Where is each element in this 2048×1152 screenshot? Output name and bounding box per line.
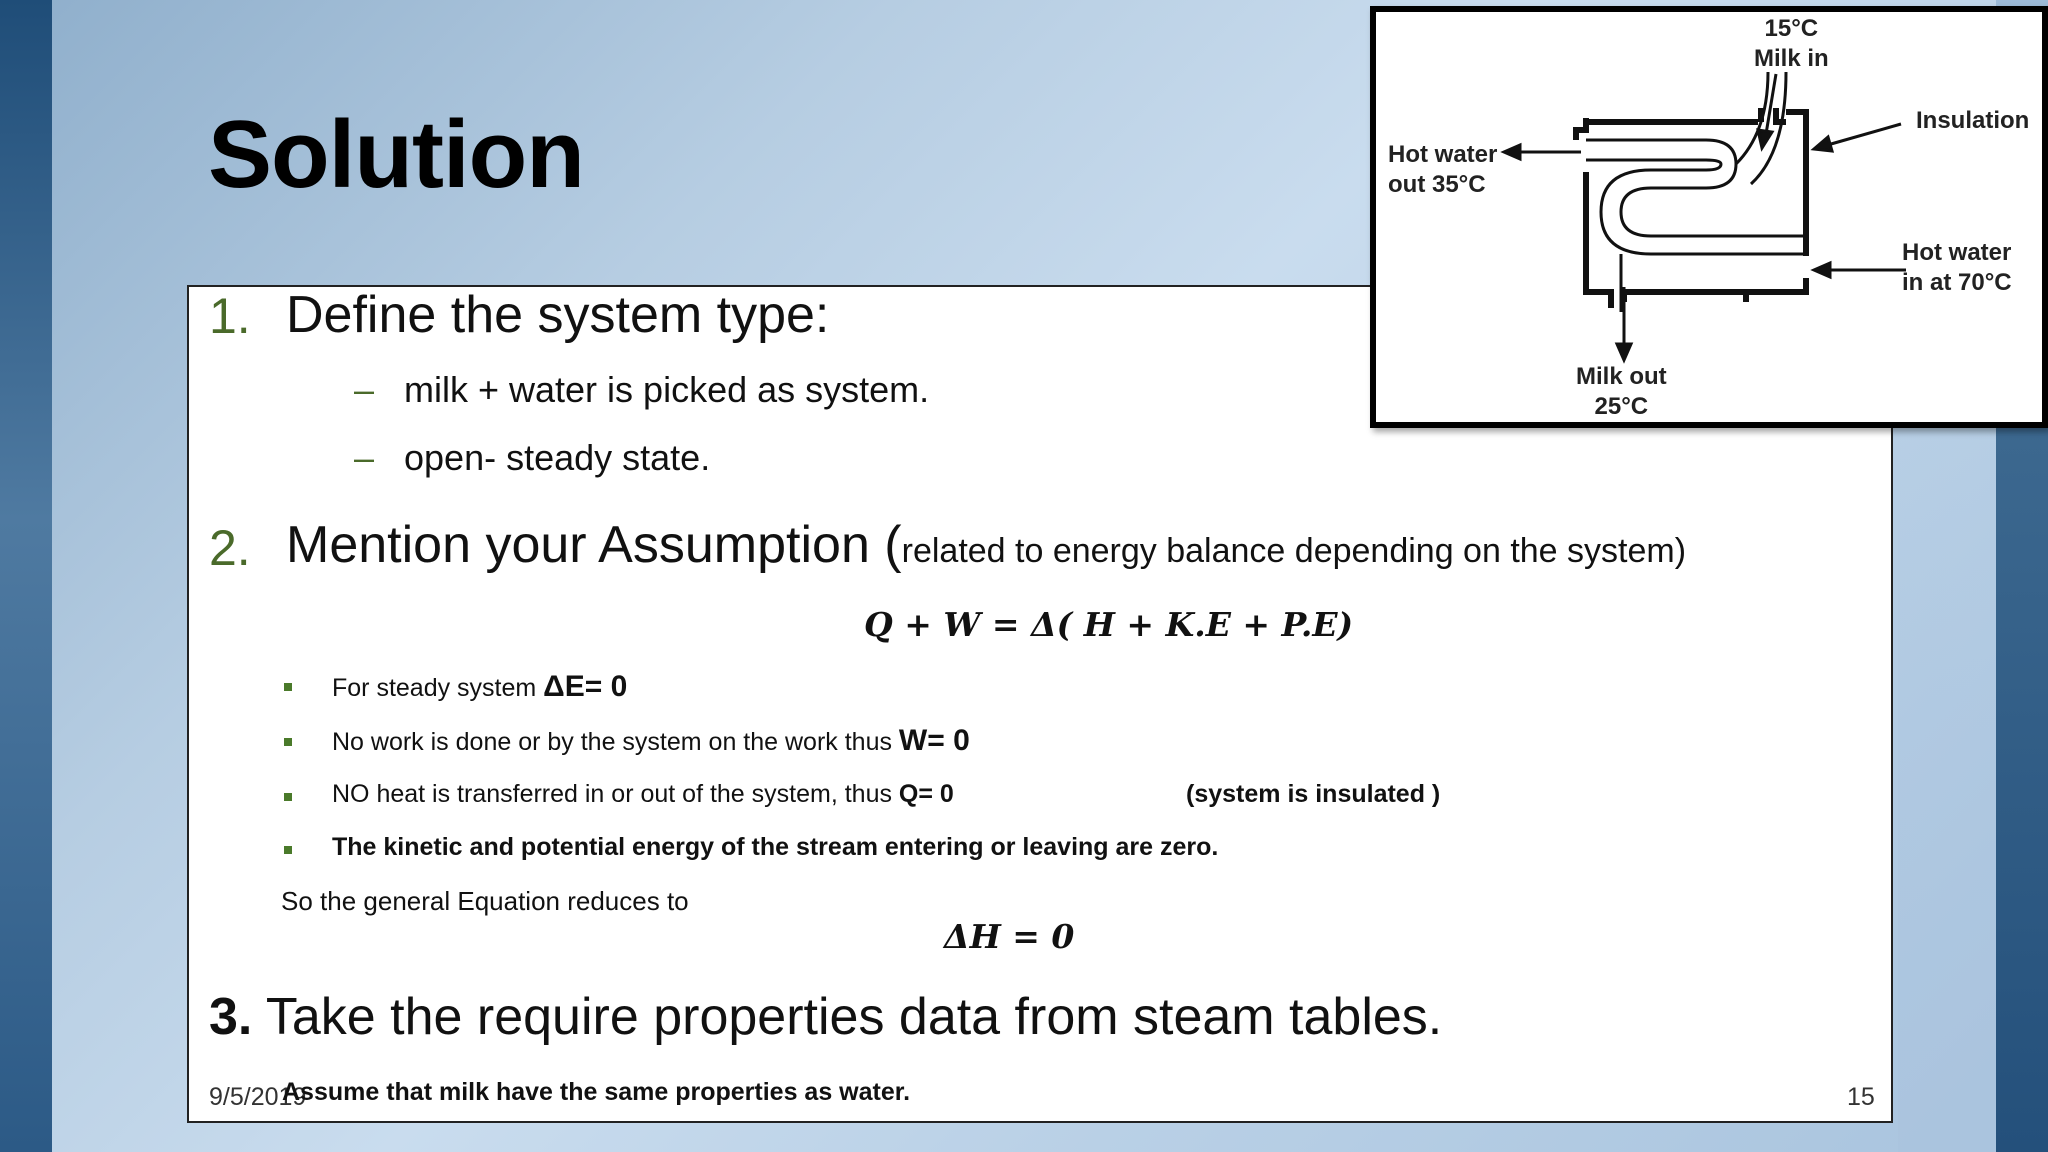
casing-top-right <box>1786 112 1806 256</box>
reduces-text: So the general Equation reduces to <box>281 886 689 916</box>
insulation-label: Insulation <box>1916 107 2030 134</box>
milk-out-temp: 25°C <box>1594 393 1649 420</box>
assumption-heat <box>332 780 954 809</box>
hot-water-in-line2: in at 70°C <box>1902 269 2012 296</box>
assumption-steady-text: For steady system <box>332 674 544 702</box>
casing-bottom <box>1624 292 1746 302</box>
assumption-heat-value: Q= 0 <box>898 780 954 808</box>
milk-out-arrowhead <box>1617 344 1631 360</box>
bullet-marker <box>284 846 292 854</box>
casing-corner <box>1576 118 1586 140</box>
insulation-arrow <box>1831 124 1901 144</box>
assumption-heat-note: (system is insulated ) <box>1186 780 1441 808</box>
hot-water-out-label <box>1388 140 1497 200</box>
step1-heading: Define the system type: <box>286 286 830 344</box>
assumption-steady-value: ΔE= 0 <box>543 670 628 703</box>
step3-number: 3. <box>209 988 253 1046</box>
energy-balance-equation: Q + W = Δ( H + K.E + P.E) <box>864 605 1354 644</box>
heat-exchanger-drawing <box>1376 12 2042 422</box>
bullet-marker <box>284 738 292 746</box>
step1-sub2: open- steady state. <box>404 437 711 478</box>
heat-exchanger-diagram <box>1370 6 2048 428</box>
assumption-heat-text: NO heat is transferred in or out of the system, thus <box>332 780 899 808</box>
milk-in-temp: 15°C <box>1764 15 1819 42</box>
assumption-steady <box>332 670 627 704</box>
step2-number: 2. <box>209 520 251 576</box>
step1-number: 1. <box>209 288 251 344</box>
footer-date: 9/5/2019 <box>209 1083 307 1111</box>
hot-water-in-arrowhead <box>1814 263 1830 277</box>
step1-sub1-dash: – <box>354 369 375 410</box>
assumption-work-value: W= 0 <box>898 724 970 757</box>
bullet-marker <box>284 683 292 691</box>
assumption-work <box>332 724 970 758</box>
assumption-kinetic-potential: The kinetic and potential energy of the stream entering or leaving are zero. <box>332 833 1219 861</box>
step3 <box>209 987 1442 1047</box>
tube-inner <box>1586 160 1806 254</box>
step2-heading-main: Mention your Assumption ( <box>286 516 902 574</box>
hot-water-in-label <box>1902 238 2012 298</box>
milk-in-arrowhead <box>1758 130 1772 148</box>
right-decorative-gradient <box>1898 430 1996 1152</box>
reduced-equation: ΔH = 0 <box>944 917 1075 956</box>
step1-sub2-dash: – <box>354 437 375 478</box>
casing-left <box>1586 172 1611 308</box>
hot-water-out-line2: out 35°C <box>1388 171 1486 198</box>
step2-heading-small: related to energy balance depending on the system) <box>901 532 1687 570</box>
bullet-marker <box>284 793 292 801</box>
milk-out-label <box>1576 362 1667 422</box>
casing-bottom-right <box>1746 278 1806 302</box>
step2-heading <box>286 515 1686 575</box>
assumption-work-text: No work is done or by the system on the work thus <box>332 728 899 756</box>
hot-water-out-line1: Hot water <box>1388 141 1498 168</box>
left-decorative-band <box>0 0 52 1152</box>
slide-title: Solution <box>208 101 584 208</box>
milk-in-text: Milk in <box>1754 45 1829 72</box>
milk-inlet-pipe <box>1736 72 1768 164</box>
footer-note: Assume that milk have the same properties as water. <box>282 1078 911 1106</box>
milk-in-label <box>1754 14 1829 74</box>
insulation-arrowhead <box>1814 137 1832 151</box>
milk-out-text: Milk out <box>1576 363 1667 390</box>
page-number: 15 <box>1847 1083 1875 1111</box>
hot-water-out-arrowhead <box>1504 145 1520 159</box>
step3-text: Take the require properties data from steam tables. <box>252 988 1443 1046</box>
step1-sub1: milk + water is picked as system. <box>404 369 930 410</box>
hot-water-in-line1: Hot water <box>1902 239 2012 266</box>
